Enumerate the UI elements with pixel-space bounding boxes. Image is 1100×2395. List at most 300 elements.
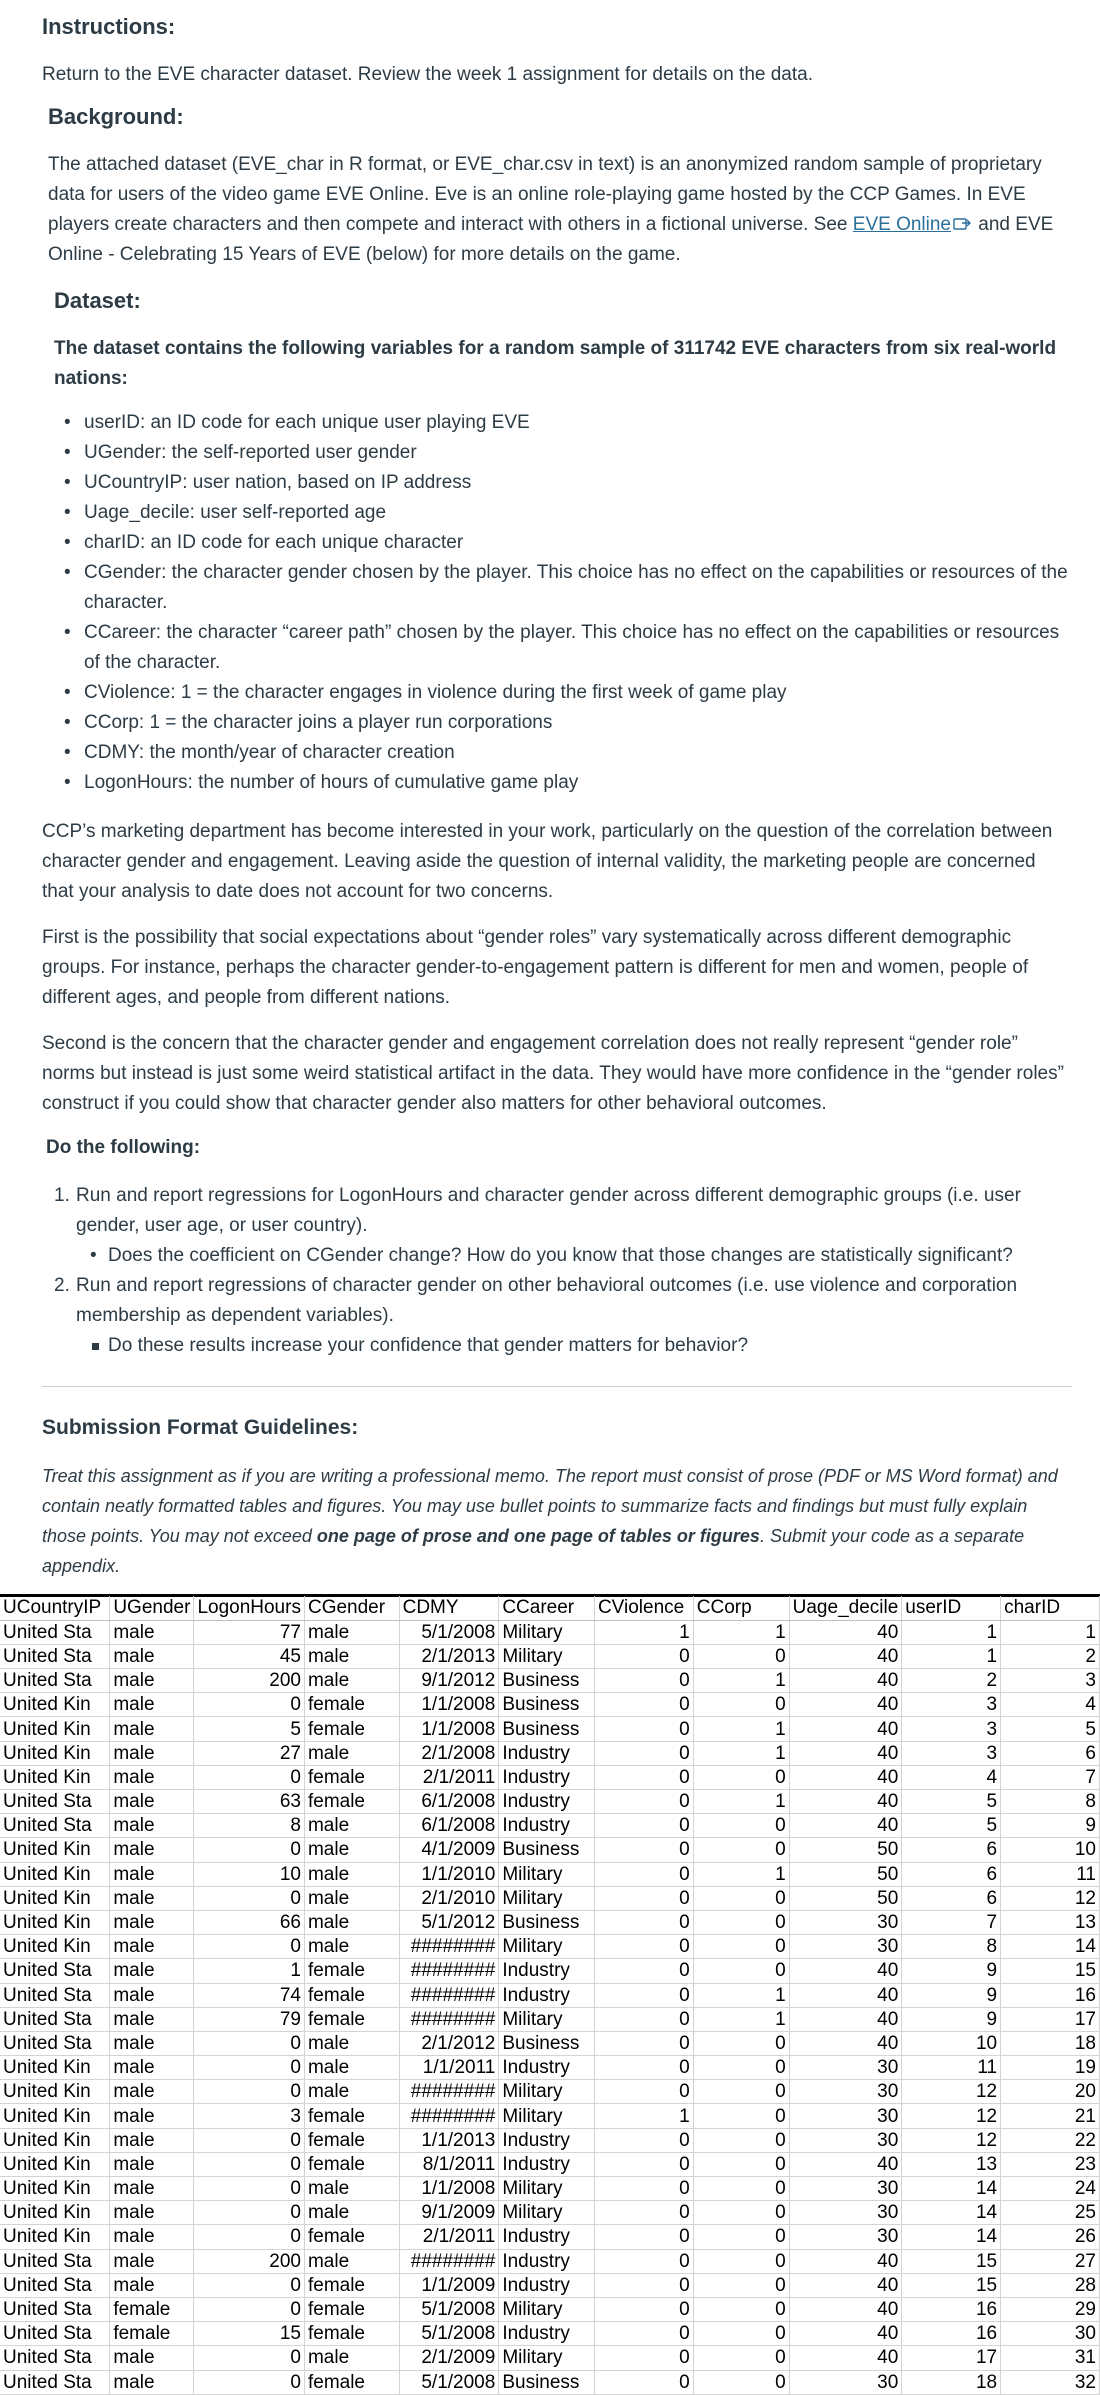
table-cell[interactable]: female [304,1765,399,1789]
table-cell[interactable]: Military [499,1620,595,1644]
table-cell[interactable]: 5/1/2008 [399,2297,499,2321]
table-cell[interactable]: 40 [789,1717,902,1741]
table-cell[interactable]: Industry [499,2152,595,2176]
table-cell[interactable]: 40 [789,2031,902,2055]
table-cell[interactable]: 0 [693,2104,789,2128]
table-cell[interactable]: 28 [1001,2273,1100,2297]
table-cell[interactable]: male [110,1814,194,1838]
table-cell[interactable]: 16 [1001,1983,1100,2007]
table-cell[interactable]: Military [499,2346,595,2370]
table-cell[interactable]: 4/1/2009 [399,1838,499,1862]
table-cell[interactable]: 0 [693,1910,789,1934]
table-cell[interactable]: 0 [194,2128,305,2152]
table-cell[interactable]: 2/1/2013 [399,1644,499,1668]
table-cell[interactable]: 40 [789,2007,902,2031]
table-cell[interactable]: 6/1/2008 [399,1790,499,1814]
table-cell[interactable]: United Kin [0,2177,110,2201]
table-cell[interactable]: 1 [693,1741,789,1765]
table-cell[interactable]: United Sta [0,1814,110,1838]
table-cell[interactable]: female [304,1790,399,1814]
table-cell[interactable]: 5 [194,1717,305,1741]
table-cell[interactable]: male [304,1862,399,1886]
table-cell[interactable]: Business [499,1838,595,1862]
table-cell[interactable]: Industry [499,2056,595,2080]
table-cell[interactable]: Industry [499,1983,595,2007]
table-cell[interactable]: ######## [399,2080,499,2104]
table-cell[interactable]: 0 [594,1838,693,1862]
table-cell[interactable]: 0 [693,2273,789,2297]
table-cell[interactable]: 17 [1001,2007,1100,2031]
table-cell[interactable]: 6 [902,1886,1001,1910]
table-cell[interactable]: male [110,1910,194,1934]
table-cell[interactable]: female [304,1983,399,2007]
table-cell[interactable]: 4 [902,1765,1001,1789]
table-cell[interactable]: 3 [902,1717,1001,1741]
table-cell[interactable]: 6 [1001,1741,1100,1765]
table-cell[interactable]: 0 [693,2152,789,2176]
table-cell[interactable]: 0 [194,1693,305,1717]
table-cell[interactable]: 0 [194,2346,305,2370]
table-cell[interactable]: 9 [1001,1814,1100,1838]
eve-online-link[interactable]: EVE Online [852,214,952,235]
table-cell[interactable]: Business [499,1910,595,1934]
table-cell[interactable]: male [304,2080,399,2104]
table-cell[interactable]: 2/1/2011 [399,1765,499,1789]
table-cell[interactable]: 1 [693,1983,789,2007]
table-cell[interactable]: 0 [594,1790,693,1814]
table-cell[interactable]: male [110,2128,194,2152]
column-header[interactable]: userID [902,1596,1001,1620]
table-cell[interactable]: 30 [789,2201,902,2225]
table-cell[interactable]: 40 [789,1790,902,1814]
table-cell[interactable]: male [110,1669,194,1693]
table-cell[interactable]: 7 [1001,1765,1100,1789]
table-cell[interactable]: 12 [1001,1886,1100,1910]
table-cell[interactable]: 12 [902,2104,1001,2128]
table-cell[interactable]: male [304,2056,399,2080]
table-cell[interactable]: 1/1/2008 [399,2177,499,2201]
table-cell[interactable]: 9 [902,1983,1001,2007]
column-header[interactable]: UGender [110,1596,194,1620]
table-cell[interactable]: male [304,2177,399,2201]
table-cell[interactable]: 1 [594,1620,693,1644]
column-header[interactable]: charID [1001,1596,1100,1620]
table-cell[interactable]: 40 [789,1959,902,1983]
table-cell[interactable]: 0 [693,2249,789,2273]
table-cell[interactable]: Industry [499,2128,595,2152]
table-cell[interactable]: male [110,2225,194,2249]
table-cell[interactable]: United Sta [0,2273,110,2297]
table-cell[interactable]: 0 [693,1814,789,1838]
table-cell[interactable]: United Kin [0,1838,110,1862]
table-cell[interactable]: male [110,1644,194,1668]
table-cell[interactable]: male [110,1935,194,1959]
table-cell[interactable]: 1 [902,1644,1001,1668]
table-cell[interactable]: male [110,1862,194,1886]
table-cell[interactable]: 40 [789,1765,902,1789]
table-cell[interactable]: 50 [789,1886,902,1910]
table-cell[interactable]: 40 [789,1814,902,1838]
table-cell[interactable]: 11 [902,2056,1001,2080]
table-cell[interactable]: 8/1/2011 [399,2152,499,2176]
table-cell[interactable]: male [304,1838,399,1862]
table-cell[interactable]: male [110,2346,194,2370]
table-cell[interactable]: 15 [1001,1959,1100,1983]
table-cell[interactable]: 0 [693,2080,789,2104]
table-cell[interactable]: 2/1/2010 [399,1886,499,1910]
table-cell[interactable]: United Kin [0,1935,110,1959]
table-cell[interactable]: 18 [902,2370,1001,2394]
table-cell[interactable]: United Sta [0,1644,110,1668]
table-cell[interactable]: 1/1/2013 [399,2128,499,2152]
table-cell[interactable]: 14 [902,2201,1001,2225]
table-cell[interactable]: 30 [789,2177,902,2201]
table-cell[interactable]: 23 [1001,2152,1100,2176]
table-cell[interactable]: 2 [1001,1644,1100,1668]
table-cell[interactable]: United Sta [0,2346,110,2370]
table-cell[interactable]: male [110,1983,194,2007]
table-cell[interactable]: male [110,2080,194,2104]
table-cell[interactable]: 9 [902,1959,1001,1983]
table-cell[interactable]: 24 [1001,2177,1100,2201]
table-cell[interactable]: 30 [789,2080,902,2104]
table-cell[interactable]: male [110,1790,194,1814]
table-cell[interactable]: 32 [1001,2370,1100,2394]
table-cell[interactable]: 0 [693,2322,789,2346]
table-cell[interactable]: 13 [1001,1910,1100,1934]
table-cell[interactable]: 0 [693,2225,789,2249]
table-cell[interactable]: male [110,2007,194,2031]
table-cell[interactable]: ######## [399,2007,499,2031]
table-cell[interactable]: 30 [789,2056,902,2080]
table-cell[interactable]: male [304,2031,399,2055]
table-cell[interactable]: 1 [693,1790,789,1814]
table-cell[interactable]: 10 [1001,1838,1100,1862]
table-cell[interactable]: 0 [594,2128,693,2152]
column-header[interactable]: CGender [304,1596,399,1620]
table-cell[interactable]: 6/1/2008 [399,1814,499,1838]
table-cell[interactable]: male [110,1741,194,1765]
table-cell[interactable]: 0 [693,1644,789,1668]
table-cell[interactable]: male [304,2201,399,2225]
table-cell[interactable]: ######## [399,1959,499,1983]
table-cell[interactable]: 0 [594,1693,693,1717]
table-cell[interactable]: 20 [1001,2080,1100,2104]
table-cell[interactable]: male [110,2273,194,2297]
table-cell[interactable]: male [110,2249,194,2273]
table-cell[interactable]: 30 [789,1935,902,1959]
table-cell[interactable]: Business [499,1693,595,1717]
table-cell[interactable]: 1 [594,2104,693,2128]
table-cell[interactable]: 0 [194,1935,305,1959]
table-cell[interactable]: 17 [902,2346,1001,2370]
table-cell[interactable]: 3 [1001,1669,1100,1693]
table-cell[interactable]: 14 [902,2177,1001,2201]
table-cell[interactable]: ######## [399,1935,499,1959]
table-cell[interactable]: female [304,2128,399,2152]
table-cell[interactable]: male [304,1814,399,1838]
table-cell[interactable]: 0 [594,2007,693,2031]
table-cell[interactable]: 30 [789,2128,902,2152]
table-cell[interactable]: 6 [902,1838,1001,1862]
table-cell[interactable]: male [304,1620,399,1644]
table-cell[interactable]: 1 [693,1669,789,1693]
table-cell[interactable]: 0 [693,2297,789,2321]
table-cell[interactable]: male [304,2249,399,2273]
table-cell[interactable]: 40 [789,2273,902,2297]
table-cell[interactable]: female [304,1693,399,1717]
table-cell[interactable]: male [110,2177,194,2201]
table-cell[interactable]: ######## [399,2249,499,2273]
table-cell[interactable]: 22 [1001,2128,1100,2152]
table-cell[interactable]: Business [499,1717,595,1741]
table-cell[interactable]: female [304,1959,399,1983]
table-cell[interactable]: male [110,2056,194,2080]
table-cell[interactable]: male [110,1959,194,1983]
table-cell[interactable]: 2/1/2009 [399,2346,499,2370]
table-cell[interactable]: 0 [594,2080,693,2104]
table-cell[interactable]: Business [499,2370,595,2394]
table-cell[interactable]: 0 [693,1838,789,1862]
table-cell[interactable]: 0 [194,2080,305,2104]
table-cell[interactable]: 1/1/2010 [399,1862,499,1886]
table-cell[interactable]: 0 [594,1935,693,1959]
table-cell[interactable]: 0 [594,1862,693,1886]
table-cell[interactable]: 1/1/2008 [399,1693,499,1717]
table-cell[interactable]: 0 [594,1644,693,1668]
table-cell[interactable]: 0 [693,2031,789,2055]
table-cell[interactable]: 0 [693,2346,789,2370]
table-cell[interactable]: United Kin [0,1765,110,1789]
table-cell[interactable]: 8 [902,1935,1001,1959]
table-cell[interactable]: 0 [693,2370,789,2394]
table-cell[interactable]: 0 [594,1765,693,1789]
table-cell[interactable]: Industry [499,1790,595,1814]
table-cell[interactable]: ######## [399,2104,499,2128]
table-cell[interactable]: 1 [693,1620,789,1644]
table-cell[interactable]: 0 [594,2152,693,2176]
table-cell[interactable]: female [304,2370,399,2394]
table-cell[interactable]: 1 [194,1959,305,1983]
table-cell[interactable]: 2 [902,1669,1001,1693]
table-cell[interactable]: United Kin [0,2128,110,2152]
table-cell[interactable]: 0 [594,2056,693,2080]
table-cell[interactable]: United Sta [0,2297,110,2321]
table-cell[interactable]: 0 [594,2273,693,2297]
table-cell[interactable]: 18 [1001,2031,1100,2055]
table-cell[interactable]: female [304,1717,399,1741]
table-cell[interactable]: 0 [194,2031,305,2055]
table-cell[interactable]: 2/1/2012 [399,2031,499,2055]
table-cell[interactable]: 13 [902,2152,1001,2176]
column-header[interactable]: CCareer [499,1596,595,1620]
table-cell[interactable]: female [304,2297,399,2321]
table-cell[interactable]: 40 [789,2249,902,2273]
column-header[interactable]: CDMY [399,1596,499,1620]
table-cell[interactable]: 3 [194,2104,305,2128]
table-cell[interactable]: 30 [789,2370,902,2394]
table-cell[interactable]: male [304,1935,399,1959]
table-cell[interactable]: 0 [194,2152,305,2176]
table-cell[interactable]: 3 [902,1741,1001,1765]
table-cell[interactable]: 14 [902,2225,1001,2249]
table-cell[interactable]: 0 [194,1765,305,1789]
table-cell[interactable]: Military [499,1886,595,1910]
table-cell[interactable]: 0 [594,2322,693,2346]
table-cell[interactable]: male [110,1838,194,1862]
table-cell[interactable]: male [110,2104,194,2128]
table-cell[interactable]: 66 [194,1910,305,1934]
table-cell[interactable]: United Sta [0,2007,110,2031]
table-cell[interactable]: 0 [594,1814,693,1838]
table-cell[interactable]: United Sta [0,2322,110,2346]
table-cell[interactable]: female [304,2007,399,2031]
table-cell[interactable]: male [110,1693,194,1717]
table-cell[interactable]: United Kin [0,1717,110,1741]
table-cell[interactable]: 30 [789,1910,902,1934]
table-cell[interactable]: Military [499,2201,595,2225]
table-cell[interactable]: 0 [693,2177,789,2201]
table-cell[interactable]: male [304,1886,399,1910]
table-cell[interactable]: male [304,1644,399,1668]
table-cell[interactable]: male [110,1886,194,1910]
table-cell[interactable]: 0 [194,1838,305,1862]
table-cell[interactable]: female [110,2322,194,2346]
table-cell[interactable]: 12 [902,2128,1001,2152]
table-cell[interactable]: male [110,2370,194,2394]
table-cell[interactable]: 1 [902,1620,1001,1644]
table-cell[interactable]: 0 [194,2273,305,2297]
table-cell[interactable]: 50 [789,1862,902,1886]
column-header[interactable]: CViolence [594,1596,693,1620]
table-cell[interactable]: 79 [194,2007,305,2031]
table-cell[interactable]: 1 [693,1862,789,1886]
table-cell[interactable]: male [304,1910,399,1934]
table-cell[interactable]: United Kin [0,2225,110,2249]
table-cell[interactable]: 0 [194,2370,305,2394]
table-cell[interactable]: 16 [902,2297,1001,2321]
table-cell[interactable]: United Kin [0,1693,110,1717]
table-cell[interactable]: 0 [194,2201,305,2225]
table-cell[interactable]: Military [499,2104,595,2128]
table-cell[interactable]: 0 [693,2056,789,2080]
table-cell[interactable]: 0 [693,1959,789,1983]
table-cell[interactable]: United Kin [0,2056,110,2080]
table-cell[interactable]: male [304,1669,399,1693]
table-cell[interactable]: 40 [789,2346,902,2370]
table-cell[interactable]: male [304,1741,399,1765]
table-cell[interactable]: 26 [1001,2225,1100,2249]
table-cell[interactable]: 15 [194,2322,305,2346]
table-cell[interactable]: United Sta [0,1669,110,1693]
table-cell[interactable]: 0 [693,1935,789,1959]
table-cell[interactable]: United Kin [0,1862,110,1886]
table-cell[interactable]: 2/1/2011 [399,2225,499,2249]
table-cell[interactable]: female [304,2225,399,2249]
table-cell[interactable]: 5 [902,1790,1001,1814]
table-cell[interactable]: 5 [1001,1717,1100,1741]
table-cell[interactable]: female [304,2152,399,2176]
table-cell[interactable]: Military [499,1935,595,1959]
table-cell[interactable]: 11 [1001,1862,1100,1886]
table-cell[interactable]: 8 [1001,1790,1100,1814]
table-cell[interactable]: 0 [693,2128,789,2152]
table-cell[interactable]: male [110,2152,194,2176]
table-cell[interactable]: male [110,2031,194,2055]
table-cell[interactable]: 0 [594,1741,693,1765]
table-cell[interactable]: 1/1/2009 [399,2273,499,2297]
table-cell[interactable]: female [304,2273,399,2297]
table-cell[interactable]: United Sta [0,1790,110,1814]
table-cell[interactable]: 40 [789,1693,902,1717]
table-cell[interactable]: Military [499,2177,595,2201]
table-cell[interactable]: 0 [594,1959,693,1983]
table-cell[interactable]: 40 [789,1644,902,1668]
table-cell[interactable]: Business [499,2031,595,2055]
table-cell[interactable]: 0 [594,2249,693,2273]
table-cell[interactable]: 15 [902,2249,1001,2273]
table-cell[interactable]: 0 [594,1669,693,1693]
table-cell[interactable]: 5/1/2008 [399,1620,499,1644]
table-cell[interactable]: Industry [499,1765,595,1789]
table-cell[interactable]: 2/1/2008 [399,1741,499,1765]
table-cell[interactable]: 5/1/2012 [399,1910,499,1934]
table-cell[interactable]: 31 [1001,2346,1100,2370]
table-cell[interactable]: 16 [902,2322,1001,2346]
table-cell[interactable]: 25 [1001,2201,1100,2225]
table-cell[interactable]: 0 [594,2177,693,2201]
table-cell[interactable]: female [304,2322,399,2346]
table-cell[interactable]: female [304,2104,399,2128]
table-cell[interactable]: 0 [194,2297,305,2321]
table-cell[interactable]: 40 [789,1620,902,1644]
table-cell[interactable]: ######## [399,1983,499,2007]
table-cell[interactable]: 4 [1001,1693,1100,1717]
table-cell[interactable]: 0 [693,1693,789,1717]
table-cell[interactable]: male [110,1620,194,1644]
table-cell[interactable]: 0 [594,1983,693,2007]
table-cell[interactable]: United Kin [0,2201,110,2225]
table-cell[interactable]: 6 [902,1862,1001,1886]
table-cell[interactable]: 30 [789,2104,902,2128]
table-cell[interactable]: 40 [789,1983,902,2007]
table-cell[interactable]: 1/1/2008 [399,1717,499,1741]
table-cell[interactable]: 0 [594,2031,693,2055]
table-cell[interactable]: 7 [902,1910,1001,1934]
table-cell[interactable]: 5/1/2008 [399,2322,499,2346]
table-cell[interactable]: male [110,1765,194,1789]
table-cell[interactable]: 0 [594,2201,693,2225]
table-cell[interactable]: 40 [789,1669,902,1693]
table-cell[interactable]: 40 [789,1741,902,1765]
table-cell[interactable]: 0 [594,1886,693,1910]
table-cell[interactable]: 0 [594,2297,693,2321]
table-cell[interactable]: United Sta [0,1620,110,1644]
table-cell[interactable]: 40 [789,2152,902,2176]
table-cell[interactable]: United Sta [0,1959,110,1983]
table-cell[interactable]: United Kin [0,2080,110,2104]
table-cell[interactable]: 27 [1001,2249,1100,2273]
table-cell[interactable]: United Kin [0,1886,110,1910]
table-cell[interactable]: female [110,2297,194,2321]
table-cell[interactable]: 19 [1001,2056,1100,2080]
table-cell[interactable]: 63 [194,1790,305,1814]
table-cell[interactable]: 21 [1001,2104,1100,2128]
table-cell[interactable]: male [110,1717,194,1741]
table-cell[interactable]: 10 [194,1862,305,1886]
table-cell[interactable]: male [110,2201,194,2225]
table-cell[interactable]: United Sta [0,2031,110,2055]
